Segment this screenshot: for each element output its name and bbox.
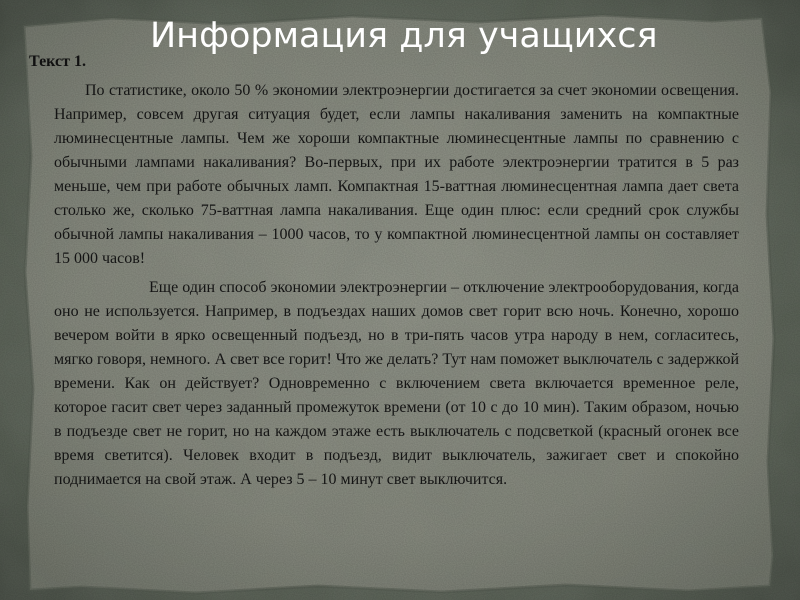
page-title: Информация для учащихся	[150, 16, 658, 56]
paragraph-1: По статистике, около 50 % экономии электроэнергии достигается за счет экономии освещения. Например, совсем другая ситуация будет, если лампы накаливания заменить на компактные люминесцентные лампы. Чем же хороши компактные люминесцентные лампы по сравнению с обычными лампами накаливания? Во-первых, при их работе электроэнергии тратится в 5 раз меньше, чем при работе обычных ламп. Компактная 15-ваттная люминесцентная лампа дает света столько же, сколько 75-ваттная лампа накаливания. Еще один плюс: если средний срок службы обычной лампы накаливания – 1000 часов, то у компактной люминесцентной лампы он составляет 15 000 часов!	[54, 82, 739, 267]
text-label: Текст 1.	[29, 53, 86, 70]
paragraph-2: Еще один способ экономии электроэнергии – отключение электрооборудования, когда оно не используется. Например, в подъездах наших домов свет горит всю ночь. Конечно, хорошо вечером войти в ярко освещенный подъезд, но в три-пять часов утра народу в нем, согласитесь, мягко говоря, немного. А свет все горит! Что же делать? Тут нам поможет выключатель с задержкой времени. Как он действует? Одновременно с включением света включается временное реле, которое гасит свет через заданный промежуток времени (от 10 с до 10 мин). Таким образом, ночью в подъезде свет не горит, но на каждом этаже есть выключатель с подсветкой (красный огонек все время светится). Человек входит в подъезд, видит выключатель, зажигает свет и спокойно поднимается на свой этаж. А через 5 – 10 минут свет выключится.	[54, 279, 739, 488]
text-body	[54, 79, 739, 492]
